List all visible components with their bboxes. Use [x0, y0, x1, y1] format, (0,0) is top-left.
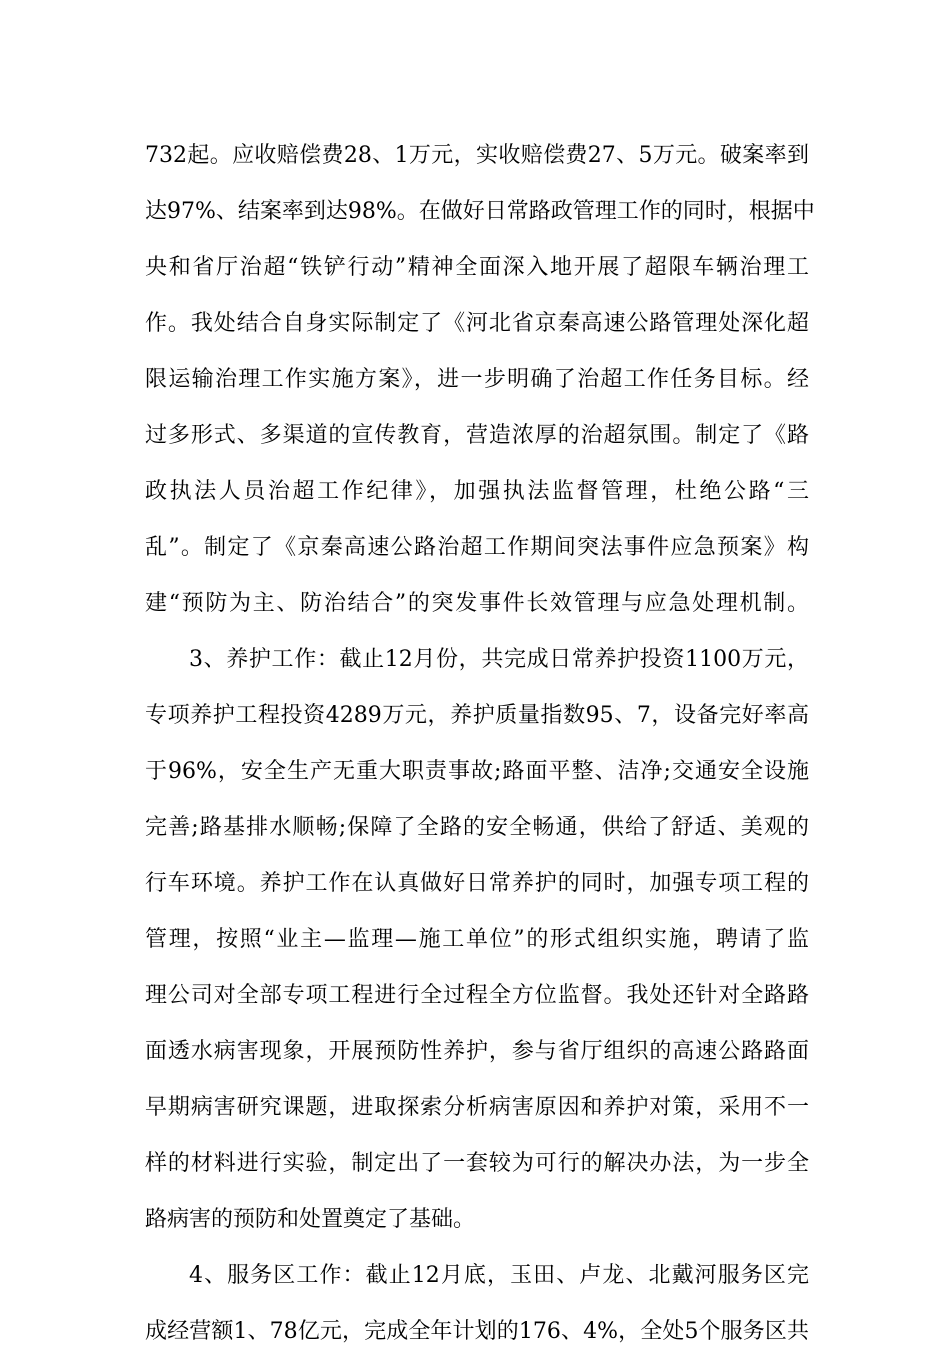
text-line: 作。我处结合自身实际制定了《河北省京秦高速公路管理处深化超: [145, 311, 809, 336]
text-line: 限运输治理工作实施方案》，进一步明确了治超工作任务目标。经: [145, 367, 809, 392]
text-line: 行车环境。养护工作在认真做好日常养护的同时，加强专项工程的: [145, 871, 809, 896]
text-line: 732起。应收赔偿费28、1万元，实收赔偿费27、5万元。破案率到: [145, 143, 809, 168]
text-line: 过多形式、多渠道的宣传教育，营造浓厚的治超氛围。制定了《路: [145, 423, 809, 448]
text-line: 面透水病害现象，开展预防性养护，参与省厅组织的高速公路路面: [145, 1039, 809, 1064]
text-line: 专项养护工程投资4289万元，养护质量指数95、7，设备完好率高: [145, 703, 809, 728]
text-line: 成经营额1、78亿元，完成全年计划的176、4%，全处5个服务区共: [145, 1319, 809, 1344]
text-line: 央和省厅治超“铁铲行动”精神全面深入地开展了超限车辆治理工: [145, 255, 809, 280]
text-line: 理公司对全部专项工程进行全过程全方位监督。我处还针对全路路: [145, 983, 809, 1008]
text-line: 政执法人员治超工作纪律》，加强执法监督管理，杜绝公路“三: [145, 479, 809, 504]
text-line: 完善;路基排水顺畅;保障了全路的安全畅通，供给了舒适、美观的: [145, 815, 809, 840]
text-line: 于96%，安全生产无重大职责事故;路面平整、洁净;交通安全设施: [145, 759, 809, 784]
text-line: 4、服务区工作：截止12月底，玉田、卢龙、北戴河服务区完: [189, 1263, 809, 1288]
text-line: 样的材料进行实验，制定出了一套较为可行的解决办法，为一步全: [145, 1151, 809, 1176]
text-line: 乱”。制定了《京秦高速公路治超工作期间突法事件应急预案》构: [145, 535, 809, 560]
text-line: 早期病害研究课题，进取探索分析病害原因和养护对策，采用不一: [145, 1095, 809, 1120]
text-line: 路病害的预防和处置奠定了基础。: [145, 1207, 476, 1232]
text-line: 3、养护工作：截止12月份，共完成日常养护投资1100万元，: [189, 647, 809, 672]
text-line: 建“预防为主、防治结合”的突发事件长效管理与应急处理机制。: [145, 591, 809, 616]
text-line: 达97%、结案率到达98%。在做好日常路政管理工作的同时，根据中: [145, 199, 815, 224]
text-line: 管理，按照“业主—监理—施工单位”的形式组织实施，聘请了监: [145, 927, 809, 952]
